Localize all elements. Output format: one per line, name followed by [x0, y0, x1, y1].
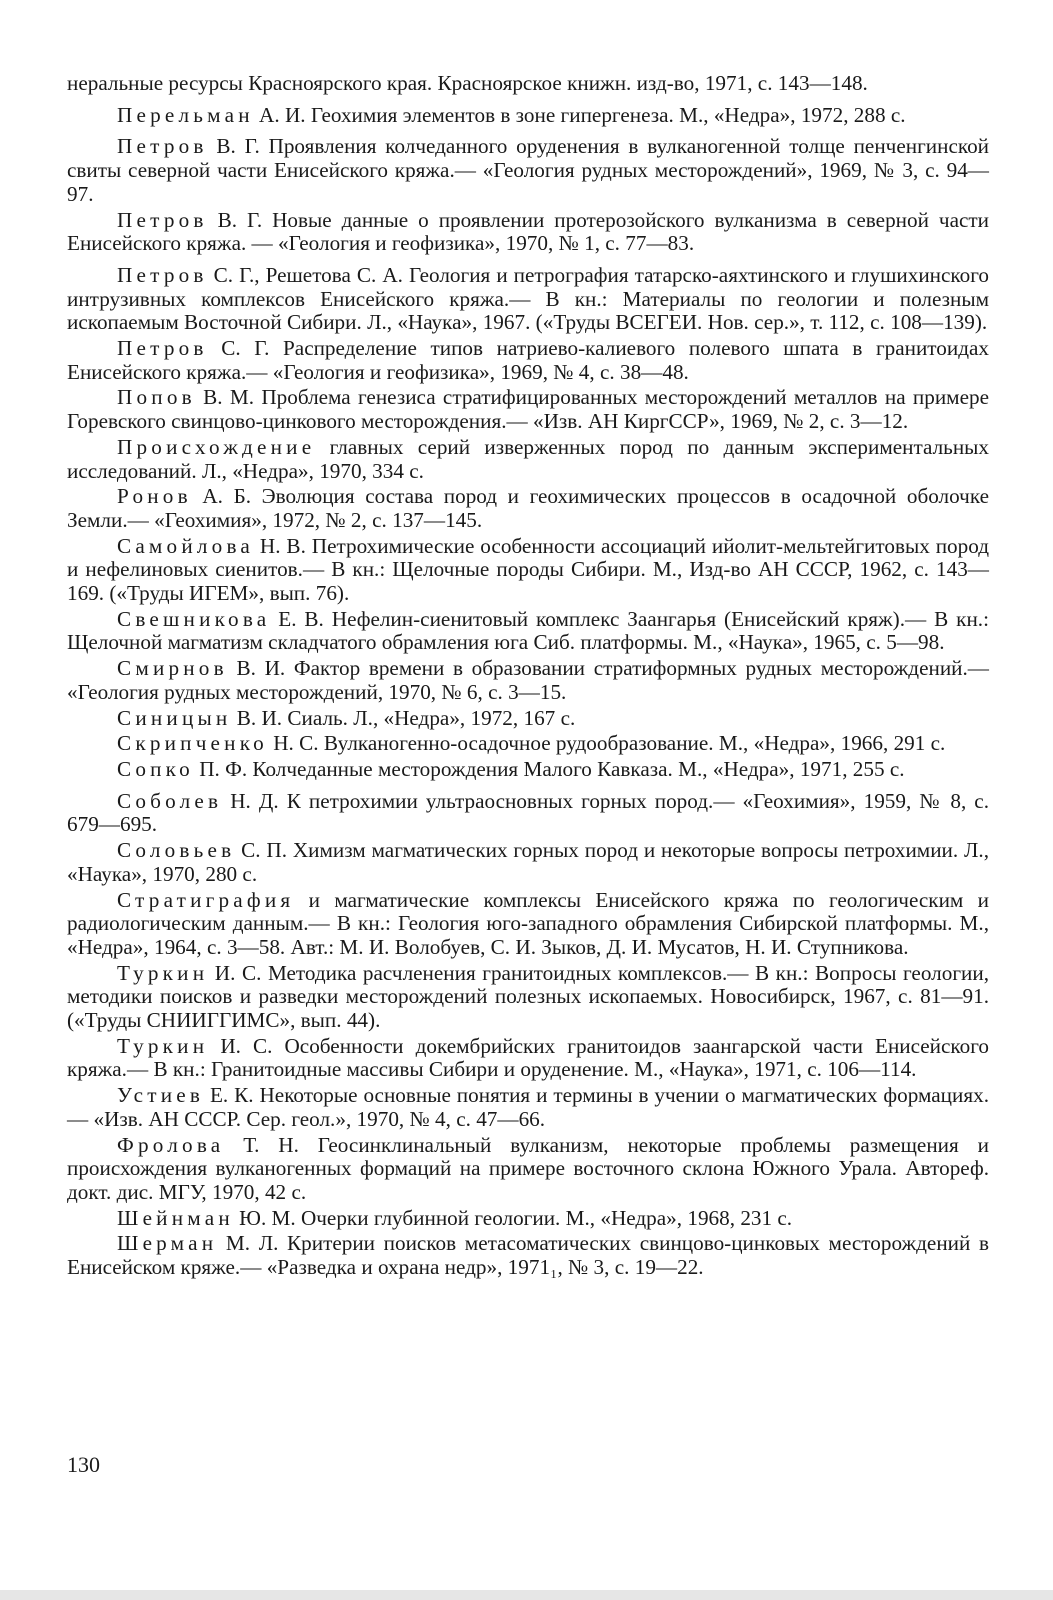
reference-author: Ронов [117, 484, 192, 509]
reference-author: Стратиграфия [117, 887, 295, 912]
reference-author: Шерман [117, 1231, 218, 1256]
reference-text: Ю. М. Очерки глубинной геологии. М., «Недра», 1968, 231 с. [233, 1205, 793, 1230]
reference-text: Н. С. Вулканогенно-осадочное рудообразование. М., «Недра», 1966, 291 с. [267, 731, 946, 756]
reference-entry [67, 72, 989, 96]
reference-text: И. С. Методика расчленения гранитоидных комплексов.— В кн.: Вопросы геологии, методики поисков и разведки месторождений полезных ископаемых. Новосибирск, 1967, с. 81—91. («Труды СНИИГГИМС», вып. 44). [67, 960, 989, 1033]
reference-entry [67, 209, 989, 256]
reference-text: М. Л. Критерии поисков метасоматических свинцово-цинковых месторождений в Енисейском кряже.— «Разведка и охрана недр», 1971₁, № 3, с. 19—22. [67, 1231, 989, 1280]
reference-entry [67, 1207, 989, 1231]
reference-author: Петров [117, 262, 208, 287]
reference-entry [67, 732, 989, 756]
reference-entry [67, 608, 989, 655]
reference-text: Н. В. Петрохимические особенности ассоциаций ийолит-мельтейгитовых пород и нефелиновых сиенитов.— В кн.: Щелочные породы Сибири. М., Изд-во АН СССР, 1962, с. 143—169. («Труды ИГЕМ», вып. 76). [67, 533, 989, 606]
reference-text: неральные ресурсы Красноярского края. Красноярское книжн. изд-во, 1971, с. 143—148. [67, 71, 868, 95]
reference-entry [67, 386, 989, 433]
reference-text: С. П. Химизм магматических горных пород и некоторые вопросы петрохимии. Л., «Наука», 1970, 280 с. [67, 838, 989, 886]
reference-entry [67, 436, 989, 483]
reference-entry [67, 758, 989, 782]
reference-entry [67, 790, 989, 837]
reference-text: П. Ф. Колчеданные месторождения Малого Кавказа. М., «Недра», 1971, 255 с. [193, 756, 905, 781]
reference-author: Шейнман [117, 1205, 234, 1230]
reference-author: Сопко [117, 756, 194, 781]
reference-author: Фролова [117, 1132, 225, 1157]
reference-entry [67, 889, 989, 960]
reference-author: Соловьев [117, 838, 236, 863]
reference-author: Самойлова [117, 533, 254, 558]
reference-entry [67, 962, 989, 1033]
reference-text: и магматические комплексы Енисейского кряжа по геологическим и радиологическим данным.— В кн.: Геология юго-западного обрамления Сибирской платформы. М., «Недра», 1964, с. 3—58. Авт.: М. И. Волобуев, С. И. Зыков, Д. И. Мусатов, Н. И. Ступникова. [67, 887, 989, 959]
reference-text: Т. Н. Геосинклинальный вулканизм, некоторые проблемы размещения и происхождения вулканогенных формаций на примере восточного склона Южного Урала. Автореф. докт. дис. МГУ, 1970, 42 с. [67, 1132, 989, 1204]
reference-text: В. Г. Проявления колчеданного оруденения в вулканогенной толще пенченгинской свиты северной части Енисейского кряжа.— «Геология рудных месторождений», 1969, № 3, с. 94—97. [67, 134, 989, 206]
reference-author: Перельман [117, 102, 254, 127]
reference-author: Синицын [117, 705, 232, 730]
reference-author: Попов [117, 385, 196, 410]
reference-text: Н. Д. К петрохимии ультраосновных горных пород.— «Геохимия», 1959, № 8, с. 679—695. [67, 788, 989, 837]
reference-author: Устиев [117, 1083, 205, 1108]
reference-text: Е. К. Некоторые основные понятия и термины в учении о магматических формациях.— «Изв. АН СССР. Сер. геол.», 1970, № 4, с. 47—66. [67, 1083, 989, 1131]
reference-entry [67, 707, 989, 731]
reference-entry [67, 1232, 989, 1279]
reference-text: В. И. Сиаль. Л., «Недра», 1972, 167 с. [231, 705, 576, 730]
reference-author: Туркин [117, 1033, 209, 1058]
bottom-edge-shadow [0, 1590, 1053, 1600]
reference-author: Петров [117, 207, 208, 232]
reference-text: А. Б. Эволюция состава пород и геохимических процессов в осадочной оболочке Земли.— «Геохимия», 1972, № 2, с. 137—145. [67, 484, 989, 532]
reference-list [67, 72, 989, 1282]
reference-entry [67, 104, 989, 128]
reference-text: И. С. Особенности докембрийских гранитоидов заангарской части Енисейского кряжа.— В кн.: Гранитоидные массивы Сибири и оруденение. М., «Наука», 1971, с. 106—114. [67, 1033, 989, 1082]
reference-entry [67, 1134, 989, 1205]
reference-author: Происхождение [117, 434, 316, 459]
reference-author: Скрипченко [117, 731, 268, 756]
reference-author: Свешникова [117, 606, 271, 631]
reference-author: Петров [117, 134, 208, 159]
reference-text: Е. В. Нефелин-сиенитовый комплекс Заангарья (Енисейский кряж).— В кн.: Щелочной магматизм складчатого обрамления юга Сиб. платформы. М., «Наука», 1965, с. 5—98. [67, 606, 989, 655]
reference-text: А. И. Геохимия элементов в зоне гипергенеза. М., «Недра», 1972, 288 с. [253, 102, 906, 127]
page-number: 130 [67, 1452, 100, 1477]
reference-entry [67, 264, 989, 335]
reference-entry [67, 337, 989, 384]
reference-author: Туркин [117, 960, 209, 985]
reference-entry [67, 657, 989, 704]
reference-author: Петров [117, 336, 208, 361]
reference-author: Соболев [117, 788, 223, 813]
reference-text: С. Г. Распределение типов натриево-калиевого полевого шпата в гранитоидах Енисейского кряжа.— «Геология и геофизика», 1969, № 4, с. 38—48. [67, 336, 989, 384]
reference-entry [67, 1084, 989, 1131]
reference-entry [67, 839, 989, 886]
reference-author: Смирнов [117, 656, 228, 681]
reference-text: главных серий изверженных пород по данным экспериментальных исследований. Л., «Недра», 1970, 334 с. [67, 434, 989, 483]
reference-text: В. Г. Новые данные о проявлении протерозойского вулканизма в северной части Енисейского кряжа. — «Геология и геофизика», 1970, № 1, с. 77—83. [67, 207, 989, 256]
reference-entry [67, 535, 989, 606]
reference-text: В. М. Проблема генезиса стратифицированных месторождений металлов на примере Горевского свинцово-цинкового месторождения.— «Изв. АН КиргССР», 1969, № 2, с. 3—12. [67, 385, 989, 434]
reference-text: С. Г., Решетова С. А. Геология и петрография татарско-аяхтинского и глушихинского интрузивных комплексов Енисейского кряжа.— В кн.: Материалы по геологии и полезным ископаемым Восточной Сибири. Л., «Наука», 1967. («Труды ВСЕГЕИ. Нов. сер.», т. 112, с. 108—139). [67, 262, 989, 335]
reference-entry [67, 485, 989, 532]
reference-text: В. И. Фактор времени в образовании стратиформных рудных месторождений.— «Геология рудных месторождений, 1970, № 6, с. 3—15. [67, 656, 989, 704]
reference-entry [67, 135, 989, 206]
reference-entry [67, 1035, 989, 1082]
